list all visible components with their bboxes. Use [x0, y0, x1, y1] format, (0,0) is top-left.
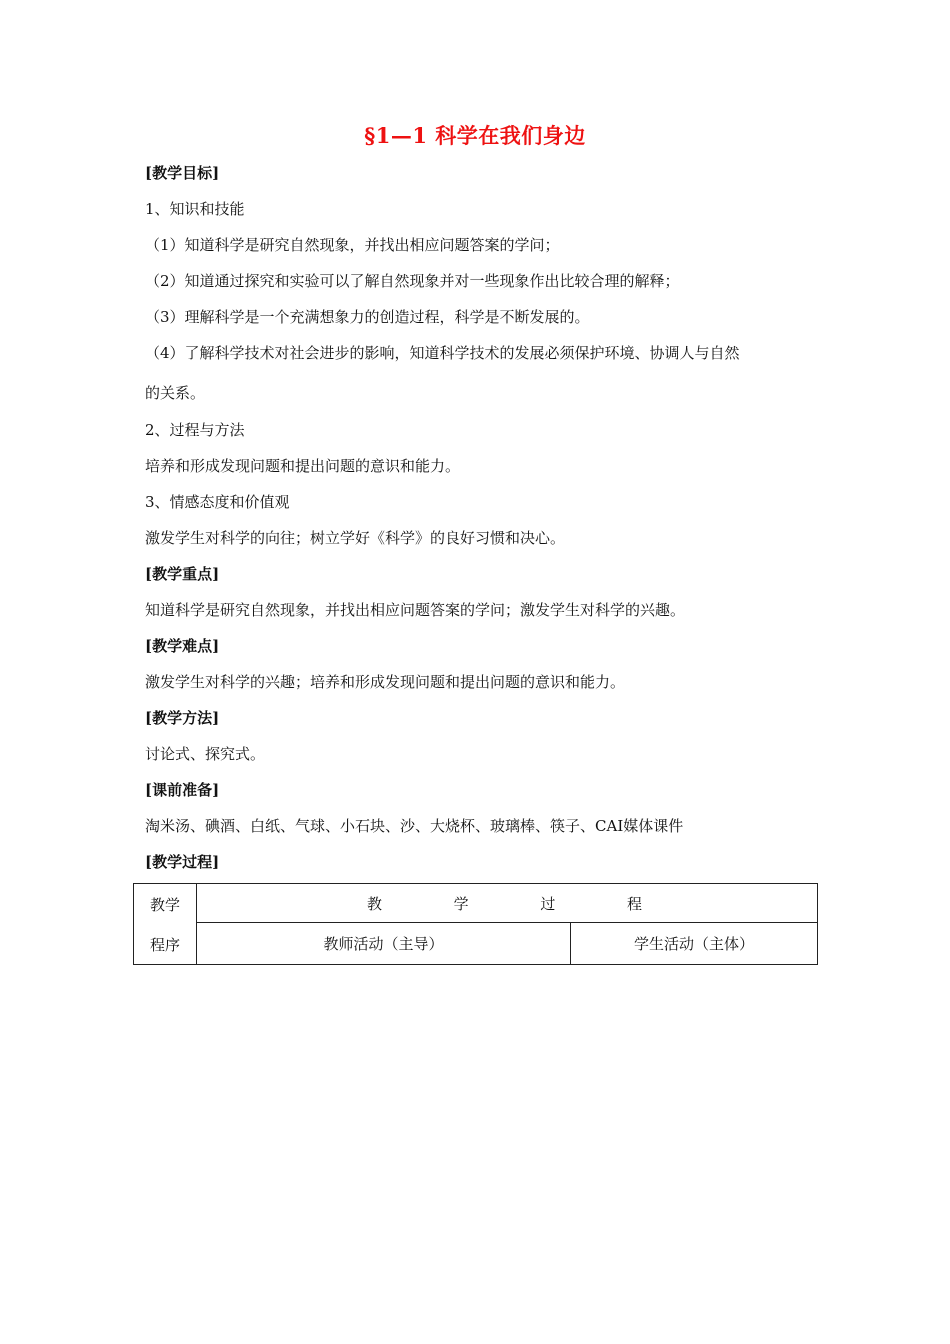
keypoints-text: 知道科学是研究自然现象，并找出相应问题答案的学问；激发学生对科学的兴趣。 [145, 601, 686, 619]
process-char-1: 教 [367, 894, 383, 913]
page-title: §1—1 科学在我们身边 [364, 123, 586, 148]
process-char-4: 程 [626, 894, 642, 913]
objective-point-4-continued: 的关系。 [145, 384, 206, 402]
teacher-activity-header: 教师活动（主导） [197, 923, 571, 965]
methods-heading: [教学方法] [145, 709, 220, 727]
process-method-heading: 2、过程与方法 [145, 421, 245, 439]
objective-point-1: （1）知道科学是研究自然现象，并找出相应问题答案的学问； [145, 236, 560, 254]
difficulties-heading: [教学难点] [145, 637, 220, 655]
teaching-process-header [197, 884, 818, 923]
objective-point-2: （2）知道通过探究和实验可以了解自然现象并对一些现象作出比较合理的解释； [145, 272, 680, 290]
difficulties-text: 激发学生对科学的兴趣；培养和形成发现问题和提出问题的意识和能力。 [145, 673, 626, 691]
knowledge-skills-heading: 1、知识和技能 [145, 200, 245, 218]
attitude-values-heading: 3、情感态度和价值观 [145, 493, 290, 511]
objective-point-4: （4）了解科学技术对社会进步的影响，知道科学技术的发展必须保护环境、协调人与自然 [145, 344, 740, 362]
process-method-text: 培养和形成发现问题和提出问题的意识和能力。 [145, 457, 461, 475]
objective-point-3: （3）理解科学是一个充满想象力的创造过程，科学是不断发展的。 [145, 308, 590, 326]
student-activity-header: 学生活动（主体） [571, 923, 818, 965]
procedure-label-bottom: 程序 [149, 935, 180, 954]
methods-text: 讨论式、探究式。 [145, 745, 266, 763]
teaching-process-heading: [教学过程] [145, 853, 220, 871]
keypoints-heading: [教学重点] [145, 565, 220, 583]
teaching-process-table [133, 883, 818, 965]
process-char-2: 学 [453, 894, 469, 913]
preparation-text: 淘米汤、碘酒、白纸、气球、小石块、沙、大烧杯、玻璃棒、筷子、CAI媒体课件 [145, 817, 684, 835]
process-char-3: 过 [540, 894, 556, 913]
objectives-heading: [教学目标] [145, 164, 220, 182]
attitude-values-text: 激发学生对科学的向往；树立学好《科学》的良好习惯和决心。 [145, 529, 566, 547]
procedure-column-header [134, 884, 197, 965]
preparation-heading: [课前准备] [145, 781, 220, 799]
procedure-label-top: 教学 [149, 895, 180, 914]
